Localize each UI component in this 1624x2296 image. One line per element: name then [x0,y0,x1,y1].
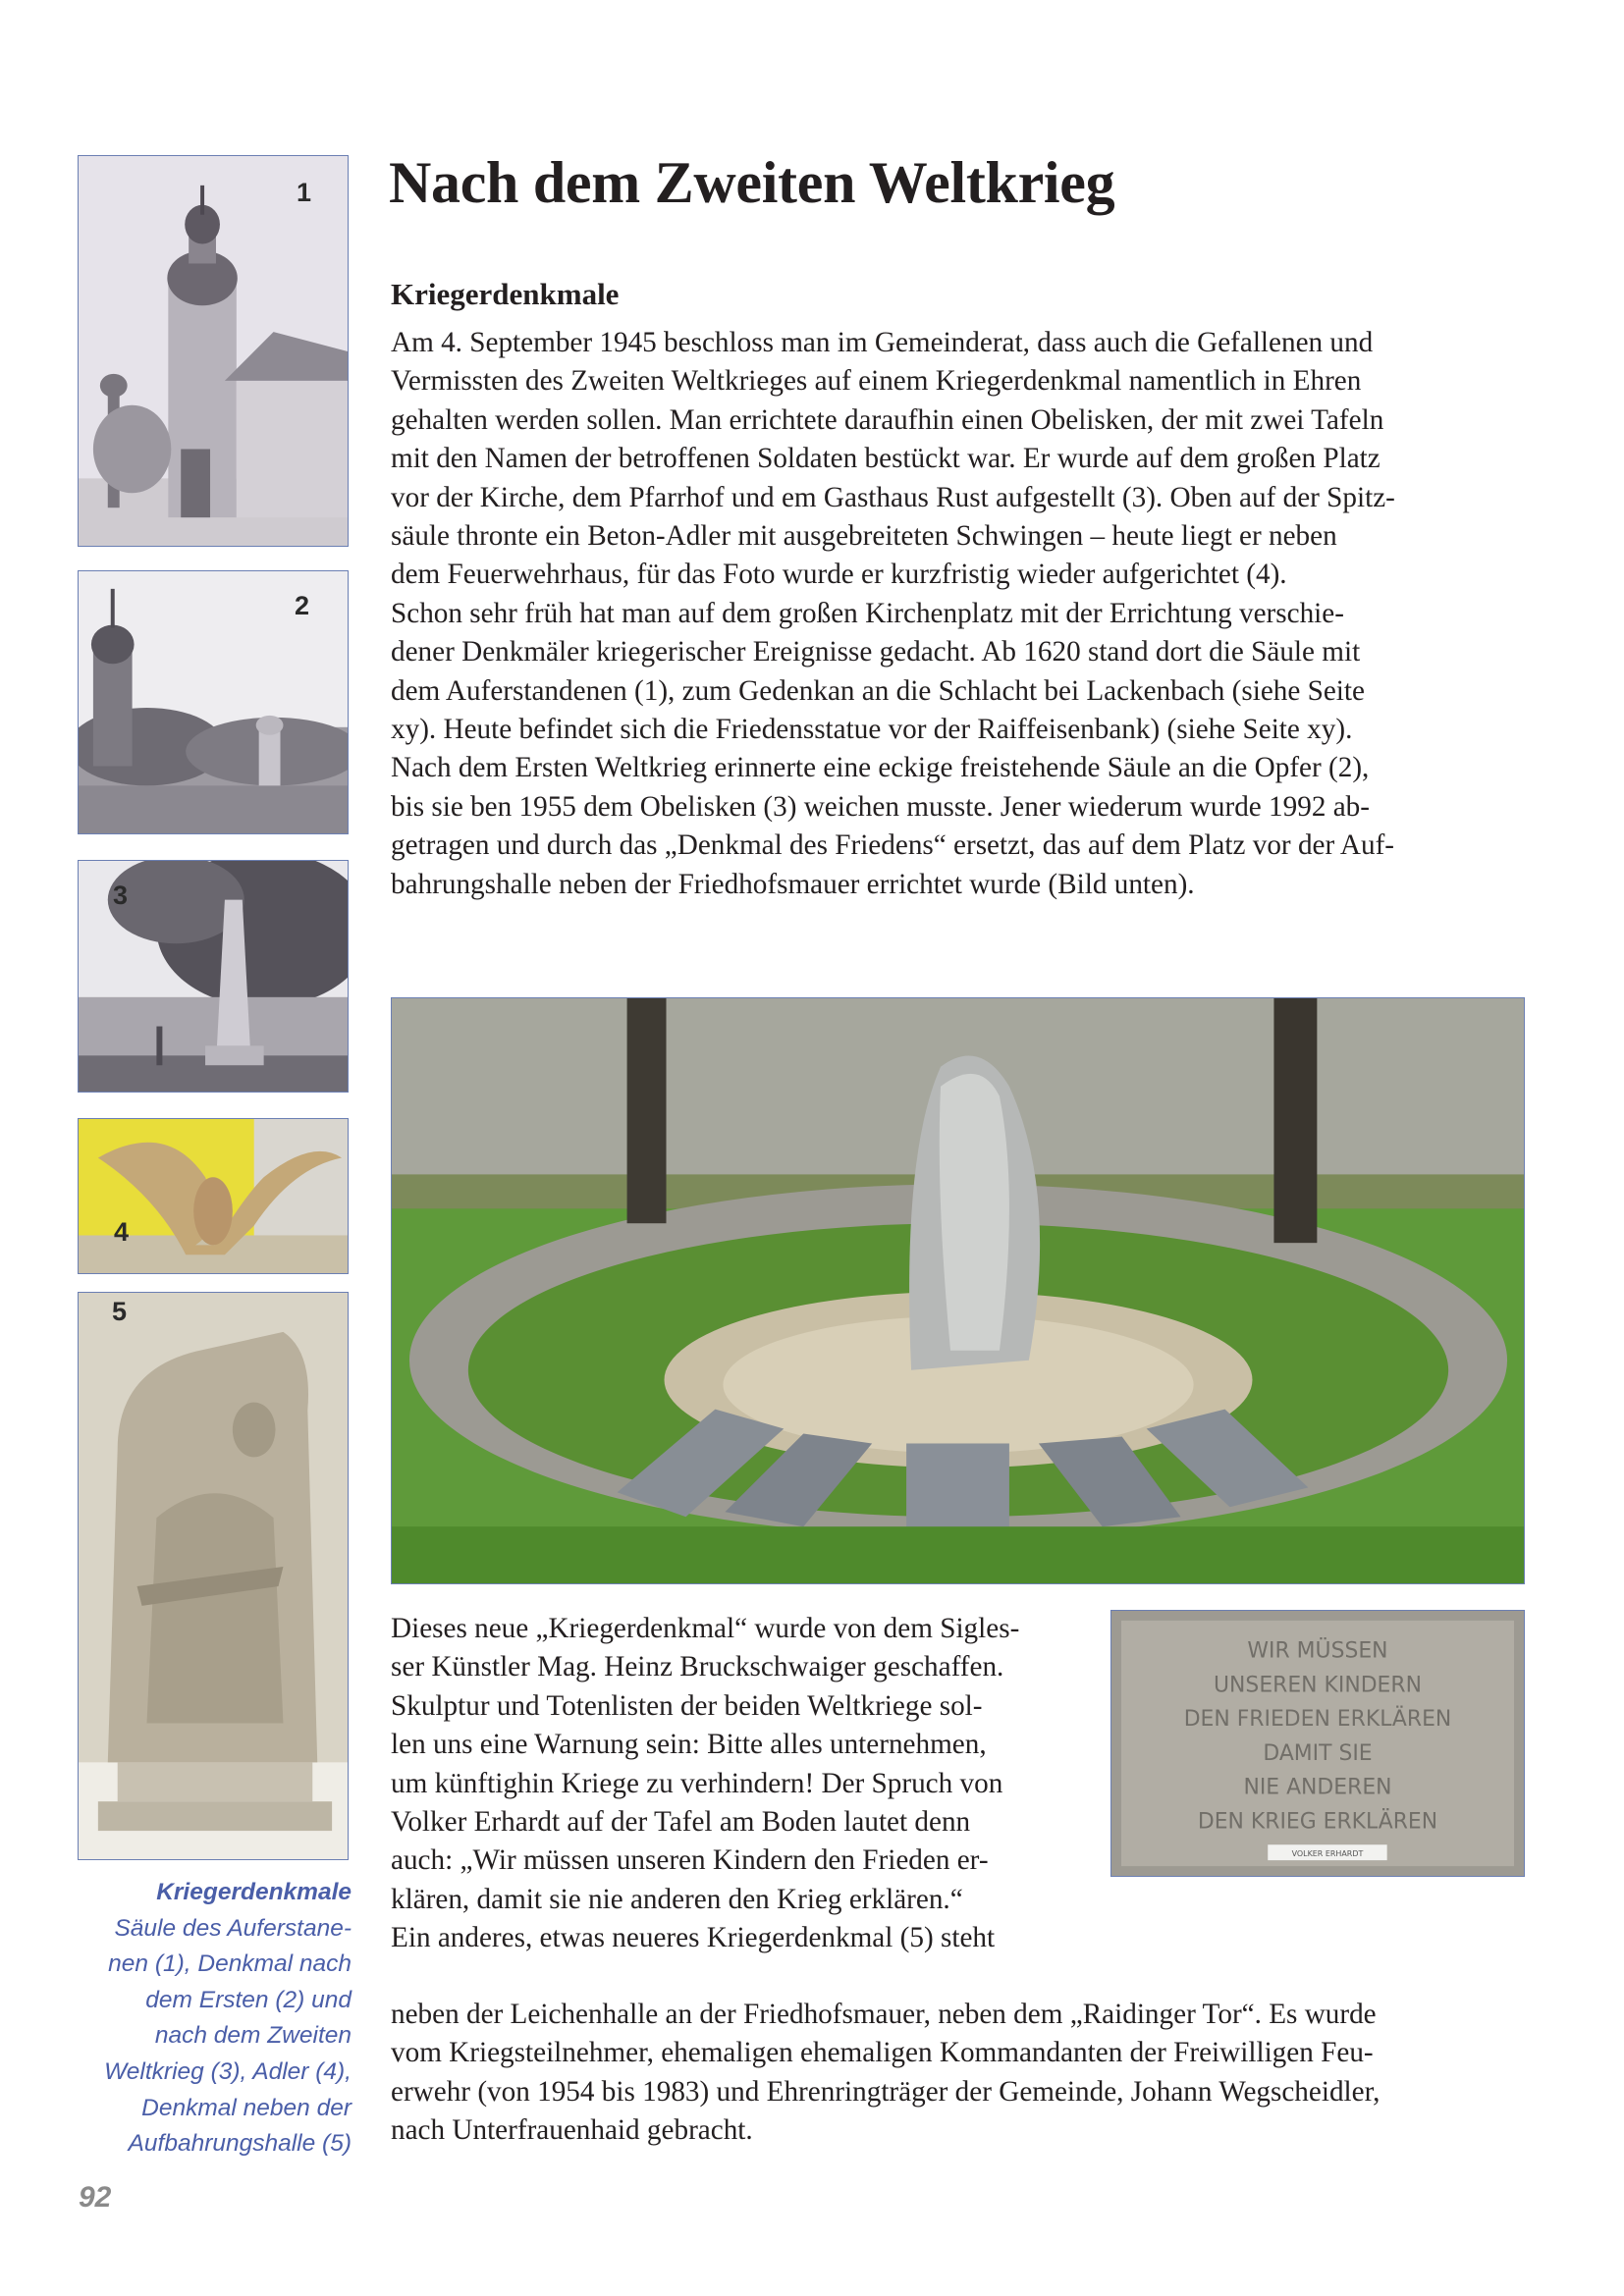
caption-title: Kriegerdenkmale [156,1879,352,1905]
text-line: Schon sehr früh hat man auf dem großen Kirchenplatz mit der Errichtung verschie- [391,597,1344,629]
text-line: um künftighin Kriege zu verhindern! Der Spruch von [391,1767,1003,1799]
text-line: klären, damit sie nie anderen den Krieg erklären.“ [391,1883,963,1915]
caption-line: Aufbahrungshalle (5) [128,2130,352,2158]
thumbnail-number: 1 [297,178,312,207]
plaque-line: DEN KRIEG ERKLÄREN [1197,1809,1438,1835]
church-photo-1 [79,156,348,546]
text-line: säule thronte ein Beton-Adler mit ausgebreiteten Schwingen – heute liegt er neben [391,520,1337,553]
thumbnail-1 [78,155,349,547]
text-line: Volker Erhardt auf der Tafel am Boden lautet denn [391,1806,971,1839]
memorial-illustration [392,998,1524,1583]
text-line: gehalten werden sollen. Man errichtete daraufhin einen Obelisken, der mit zwei Tafeln [391,403,1384,436]
text-line: dem Feuerwehrhaus, für das Foto wurde er kurzfristig wieder aufgerichtet (4). [391,559,1287,591]
plaque-line: NIE ANDEREN [1243,1775,1392,1800]
text-line: bis sie ben 1955 dem Obelisken (3) weichen musste. Jener wiederum wurde 1992 ab- [391,790,1370,823]
text-line: getragen und durch das „Denkmal des Friedens“ ersetzt, das auf dem Platz vor der Auf- [391,829,1395,862]
caption-line: nen (1), Denkmal nach [108,1950,352,1978]
intro-paragraph [391,324,1525,904]
text-line: dem Auferstandenen (1), zum Gedenkan an die Schlacht bei Lackenbach (siehe Seite [391,674,1365,707]
plaque-signature: VOLKER ERHARDT [1291,1849,1364,1859]
image-caption [39,1875,352,2163]
text-line: ser Künstler Mag. Heinz Bruckschwaiger geschaffen. [391,1651,1004,1683]
text-line: nach Unterfrauenhaid gebracht. [391,2114,753,2147]
plaque-line: DAMIT SIE [1263,1740,1373,1766]
text-line: neben der Leichenhalle an der Friedhofsmauer, neben dem „Raidinger Tor“. Es wurde [391,1999,1377,2030]
caption-line: Denkmal neben der [141,2094,352,2121]
plaque-photo [1110,1610,1525,1877]
caption-line: Säule des Auferstane- [114,1914,352,1942]
text-line: Nach dem Ersten Weltkrieg erinnerte eine eckige freistehende Säule an die Opfer (2), [391,752,1370,784]
eagle-photo [79,1119,348,1273]
thumbnail-number: 2 [295,591,310,620]
memorial-photo [391,997,1525,1584]
text-line: vom Kriegsteilnehmer, ehemaligen ehemaligen Kommandanten der Freiwilligen Feu- [391,2037,1374,2069]
text-line: dener Denkmäler kriegerischer Ereignisse gedacht. Ab 1620 stand dort die Säule mit [391,636,1361,668]
thumbnail-4 [78,1118,349,1274]
text-line: Vermissten des Zweiten Weltkrieges auf einem Kriegerdenkmal namentlich in Ehren [391,365,1362,398]
plaque-line: WIR MÜSSEN [1247,1638,1388,1664]
thumbnail-number: 4 [114,1217,130,1247]
text-line: Dieses neue „Kriegerdenkmal“ wurde von dem Sigles- [391,1613,1020,1644]
page-title: Nach dem Zweiten Weltkrieg [389,150,1115,215]
plaque-line: DEN FRIEDEN ERKLÄREN [1183,1707,1452,1733]
text-line: auch: „Wir müssen unseren Kindern den Frieden er- [391,1844,989,1877]
relief-photo [79,1293,348,1859]
text-line: vor der Kirche, dem Pfarrhof und em Gasthaus Rust aufgestellt (3). Oben auf der Spitz- [391,481,1395,513]
page-number: 92 [79,2181,112,2214]
text-line: xy). Heute befindet sich die Friedensstatue vor der Raiffeisenbank) (siehe Seite xy). [391,714,1353,746]
plaque-line: UNSEREN KINDERN [1214,1673,1422,1698]
thumbnail-number: 5 [112,1297,128,1326]
plaque-illustration [1111,1611,1524,1876]
text-line: Am 4. September 1945 beschloss man im Gemeinderat, dass auch die Gefallenen und [391,327,1374,358]
thumbnail-2 [78,570,349,834]
description-paragraph [391,1610,1089,1958]
caption-line: nach dem Zweiten [154,2022,352,2050]
caption-line: dem Ersten (2) und [145,1986,352,2013]
closing-paragraph [391,1996,1525,2151]
text-line: bahrungshalle neben der Friedhofsmauer errichtet wurde (Bild unten). [391,868,1195,900]
thumbnail-number: 3 [113,881,129,910]
caption-line: Weltkrieg (3), Adler (4), [104,2057,352,2085]
section-heading: Kriegerdenkmale [391,277,620,311]
text-line: Skulptur und Totenlisten der beiden Weltkriege sol- [391,1689,983,1722]
text-line: len uns eine Warnung sein: Bitte alles unternehmen, [391,1729,987,1761]
thumbnail-3 [78,860,349,1093]
text-line: mit den Namen der betroffenen Soldaten bestückt war. Er wurde auf dem großen Platz [391,443,1380,475]
text-line: Ein anderes, etwas neueres Kriegerdenkmal (5) steht [391,1922,996,1954]
thumbnail-5 [78,1292,349,1860]
text-line: erwehr (von 1954 bis 1983) und Ehrenringträger der Gemeinde, Johann Wegscheidler, [391,2075,1380,2108]
